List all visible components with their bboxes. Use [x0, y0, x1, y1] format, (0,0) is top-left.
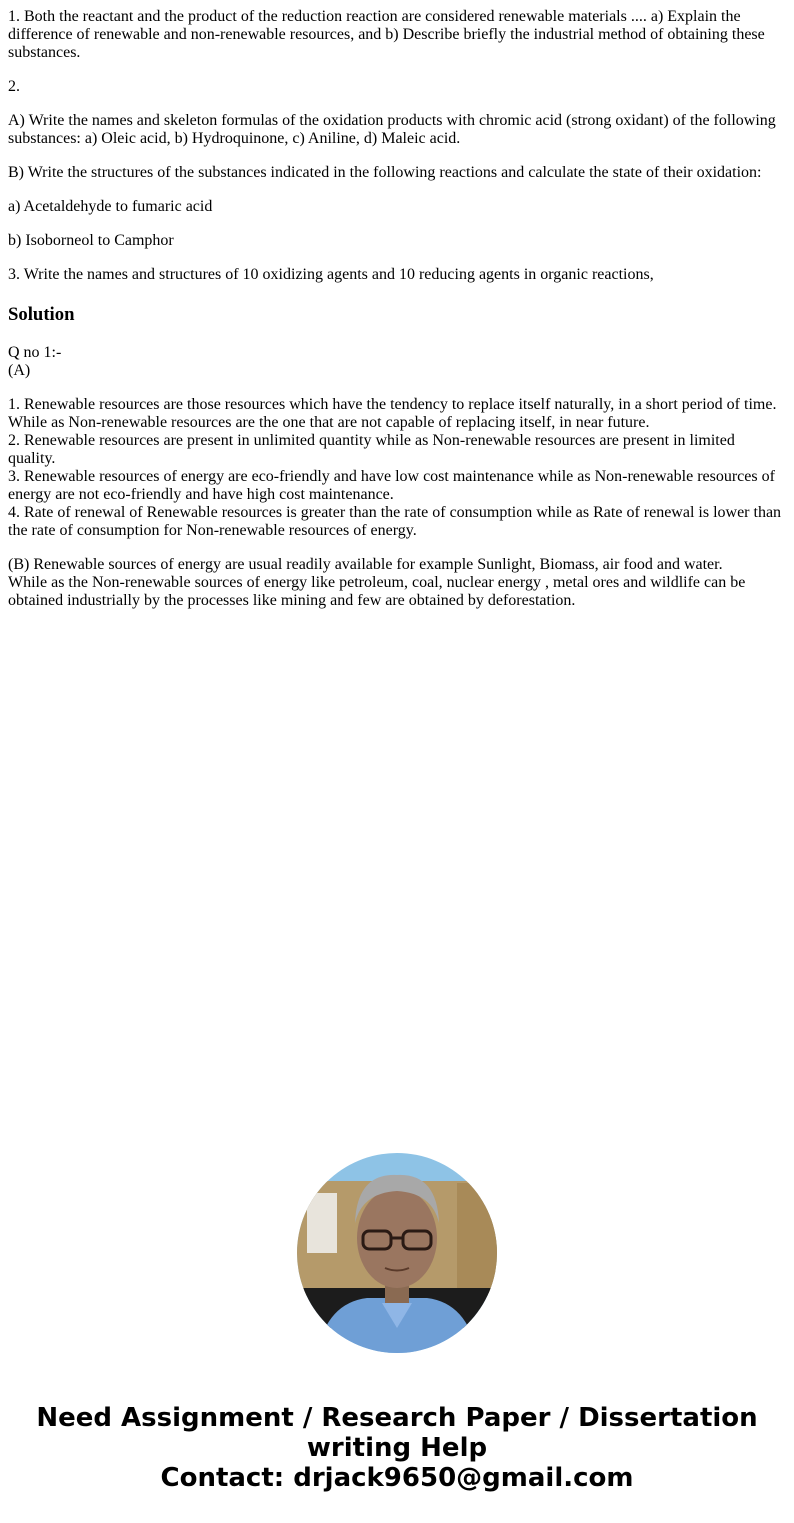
- question-2a: A) Write the names and skeleton formulas of the oxidation products with chromic acid (strong oxidant) of the following substances: a) Oleic acid, b) Hydroquinone, c) Aniline, d) Maleic acid.: [8, 112, 776, 147]
- point-3: 3. Renewable resources of energy are eco-friendly and have low cost maintenance while as Non-renewable resources of energy are not eco-friendly and have high cost maintenance.: [8, 468, 775, 503]
- question-2b-b: b) Isoborneol to Camphor: [8, 232, 174, 249]
- author-portrait-icon: [297, 1153, 497, 1353]
- question-2b: B) Write the structures of the substances indicated in the following reactions and calculate the state of their oxidation:: [8, 164, 762, 181]
- point-4: 4. Rate of renewal of Renewable resources is greater than the rate of consumption while as Rate of renewal is lower than the rate of consumption for Non-renewable resources of energy.: [8, 504, 782, 539]
- part-a-label: (A): [8, 362, 31, 379]
- document-body: [0, 0, 794, 610]
- question-3: 3. Write the names and structures of 10 oxidizing agents and 10 reducing agents in organic reactions,: [8, 266, 654, 283]
- question-2b-a: a) Acetaldehyde to fumaric acid: [8, 198, 213, 215]
- solution-heading: Solution: [8, 304, 75, 325]
- contact-banner: [0, 1403, 794, 1493]
- question-2-label: 2.: [8, 78, 20, 95]
- solution-intro: [8, 344, 786, 380]
- point-1: 1. Renewable resources are those resources which have the tendency to replace itself naturally, in a short period of time. While as Non-renewable resources are the one that are not capable of replacing itself, in near future.: [8, 396, 777, 431]
- author-avatar: [297, 1153, 497, 1353]
- part-b: [8, 556, 786, 610]
- question-number: Q no 1:-: [8, 344, 62, 361]
- part-a-points: [8, 396, 786, 540]
- question-1: 1. Both the reactant and the product of the reduction reaction are considered renewable materials .... a) Explain the difference of renewable and non-renewable resources, and b) Describe briefly the industrial method of obtaining these substances.: [8, 8, 765, 61]
- part-b-line-2: While as the Non-renewable sources of energy like petroleum, coal, nuclear energy , metal ores and wildlife can be obtained industrially by the processes like mining and few are obtained by deforestation.: [8, 574, 746, 609]
- part-b-line-1: (B) Renewable sources of energy are usual readily available for example Sunlight, Biomass, air food and water.: [8, 556, 723, 573]
- point-2: 2. Renewable resources are present in unlimited quantity while as Non-renewable resources are present in limited quality.: [8, 432, 735, 467]
- contact-email: Contact: drjack9650@gmail.com: [160, 1463, 634, 1493]
- banner-line-1: Need Assignment / Research Paper / Dissertation: [36, 1403, 758, 1433]
- banner-line-2: writing Help: [306, 1433, 488, 1463]
